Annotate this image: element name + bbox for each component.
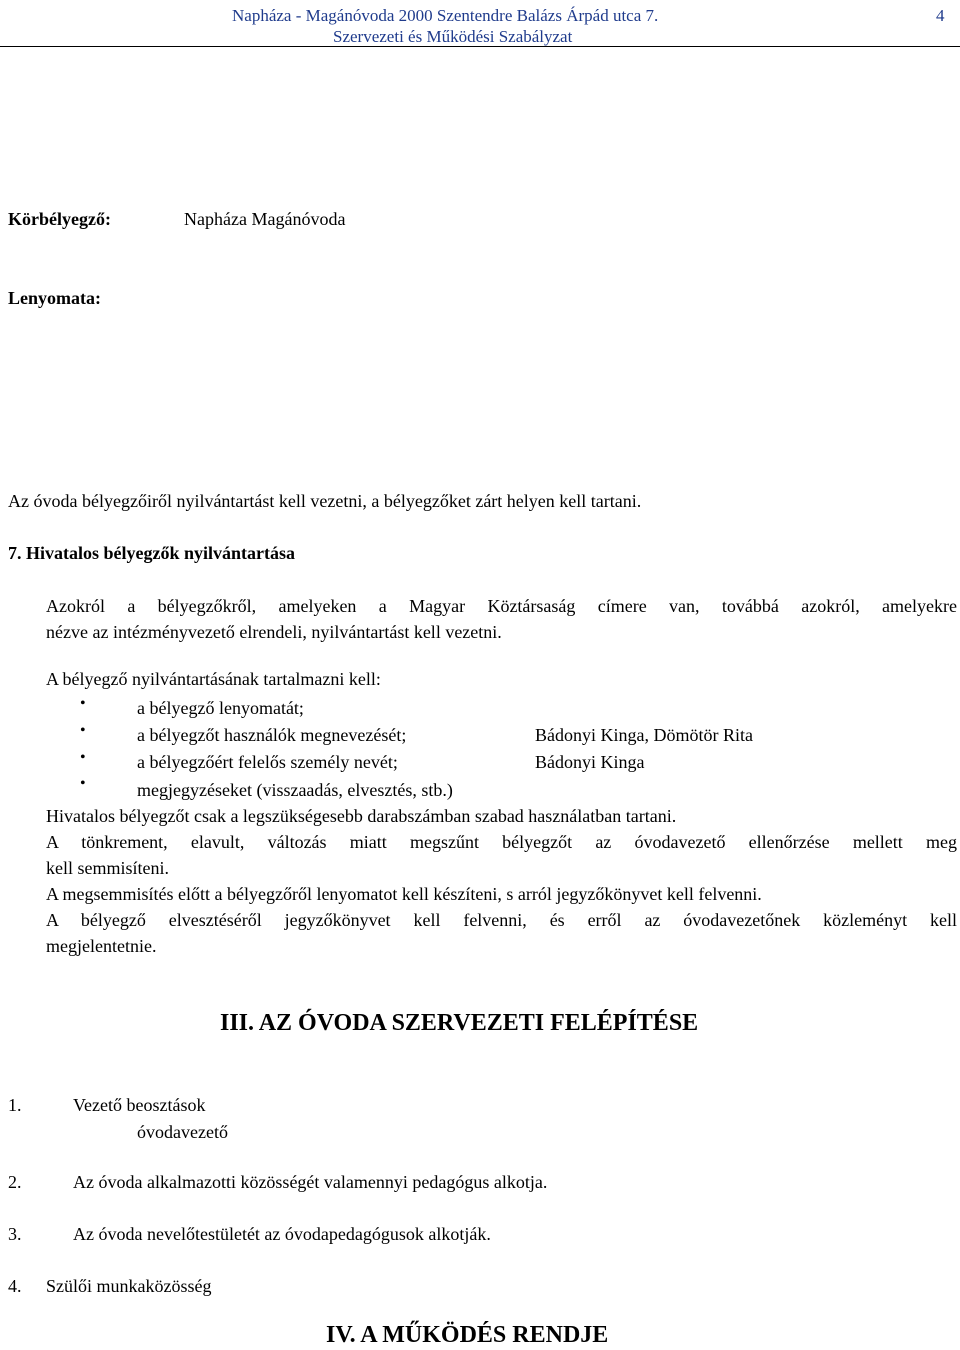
- chapter-3-item-4: Szülői munkaközösség: [46, 1276, 212, 1296]
- list-item-3: a bélyegzőért felelős személy nevét;: [137, 752, 398, 772]
- chapter-3-title: III. AZ ÓVODA SZERVEZETI FELÉPÍTÉSE: [220, 1010, 699, 1036]
- paragraph-4-line-2: megjelentetnie.: [46, 936, 157, 956]
- paragraph-2-line-1: A tönkrement, elavult, változás miatt megszűnt bélyegzőt az óvodavezető ellenőrzése mellett meg: [46, 832, 957, 852]
- chapter-3-item-1-number: 1.: [8, 1095, 22, 1115]
- bullet-icon: •: [80, 722, 86, 739]
- paragraph-2-line-2: kell semmisíteni.: [46, 858, 169, 878]
- chapter-3-item-1-sub: óvodavezető: [137, 1122, 228, 1142]
- chapter-3-item-4-number: 4.: [8, 1276, 22, 1296]
- chapter-4-title: IV. A MŰKÖDÉS RENDJE: [326, 1322, 609, 1348]
- list-item-1: a bélyegző lenyomatát;: [137, 698, 304, 718]
- header-line-2: Szervezeti és Működési Szabályzat: [333, 27, 573, 46]
- stamp-value: Napháza Magánóvoda: [184, 209, 346, 229]
- bullet-icon: •: [80, 695, 86, 712]
- paragraph-4-line-1: A bélyegző elvesztéséről jegyzőkönyvet kell felvenni, és erről az óvodavezetőnek közleményt kell: [46, 910, 957, 930]
- list-item-2-value: Bádonyi Kinga, Dömötör Rita: [535, 725, 753, 745]
- page-number: 4: [936, 6, 945, 25]
- list-item-2: a bélyegzőt használók megnevezését;: [137, 725, 407, 745]
- bullet-icon: •: [80, 775, 86, 792]
- section-7-intro-line-2: nézve az intézményvezető elrendeli, nyilvántartást kell vezetni.: [46, 622, 502, 642]
- chapter-3-item-1: Vezető beosztások: [73, 1095, 206, 1115]
- list-intro: A bélyegző nyilvántartásának tartalmazni kell:: [46, 669, 381, 689]
- list-item-3-value: Bádonyi Kinga: [535, 752, 645, 772]
- header-divider: [0, 46, 960, 47]
- records-paragraph: Az óvoda bélyegzőiről nyilvántartást kell vezetni, a bélyegzőket zárt helyen kell tartani.: [8, 491, 642, 511]
- chapter-3-item-2-number: 2.: [8, 1172, 22, 1192]
- header-line-1: Napháza - Magánóvoda 2000 Szentendre Balázs Árpád utca 7.: [232, 6, 659, 25]
- chapter-3-item-3-number: 3.: [8, 1224, 22, 1244]
- stamp-label: Körbélyegző:: [8, 209, 111, 229]
- section-7-intro-line-1: Azokról a bélyegzőkről, amelyeken a Magyar Köztársaság címere van, továbbá azokról, amelyekre: [46, 596, 957, 616]
- chapter-3-item-3: Az óvoda nevelőtestületét az óvodapedagógusok alkotják.: [73, 1224, 491, 1244]
- chapter-3-item-2: Az óvoda alkalmazotti közösségét valamennyi pedagógus alkotja.: [73, 1172, 548, 1192]
- imprint-label: Lenyomata:: [8, 288, 101, 308]
- paragraph-3: A megsemmisítés előtt a bélyegzőről lenyomatot kell készíteni, s arról jegyzőkönyvet kell felvenni.: [46, 884, 762, 904]
- list-item-4: megjegyzéseket (visszaadás, elvesztés, stb.): [137, 780, 453, 800]
- bullet-icon: •: [80, 749, 86, 766]
- section-7-heading: 7. Hivatalos bélyegzők nyilvántartása: [8, 543, 295, 563]
- paragraph-1: Hivatalos bélyegzőt csak a legszükségesebb darabszámban szabad használatban tartani.: [46, 806, 677, 826]
